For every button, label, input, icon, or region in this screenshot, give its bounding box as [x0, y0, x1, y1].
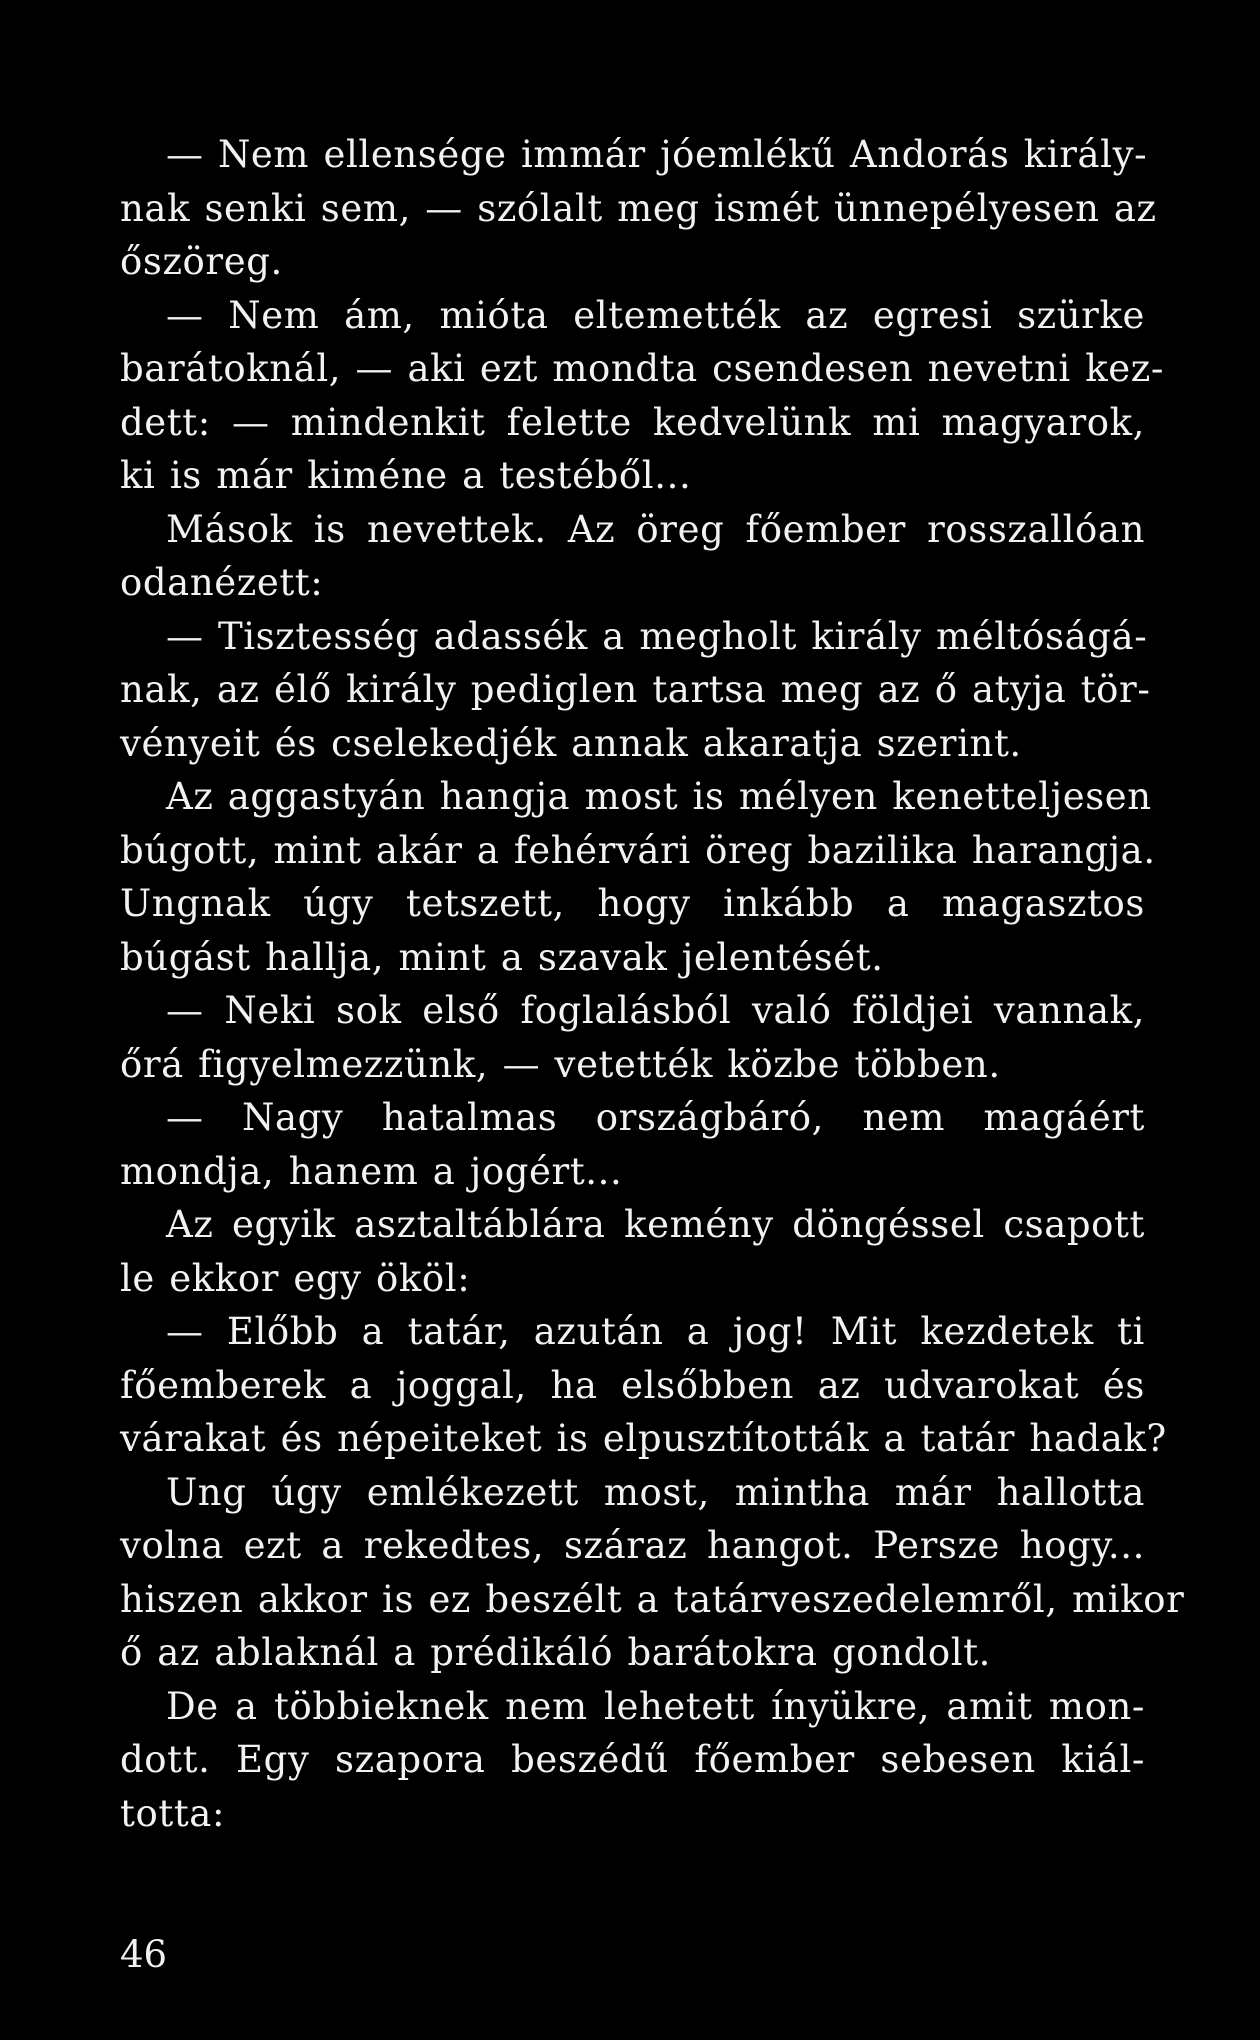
text-line: őrá figyelmezzünk, — vetették közbe többen. — [120, 1042, 1001, 1086]
text-line: De a többieknek nem lehetett ínyükre, amit mon- — [166, 1684, 1145, 1728]
text-line: dett: — mindenkit felette kedvelünk mi magyarok, — [120, 400, 1145, 444]
text-line: hiszen akkor is ez beszélt a tatárveszedelemről, mikor — [120, 1577, 1185, 1621]
text-line: Az egyik asztaltáblára kemény döngéssel csapott — [166, 1203, 1145, 1246]
text-line: nak senki sem, — szólalt meg ismét ünnepélyesen az — [120, 186, 1157, 230]
text-line: búgást hallja, mint a szavak jelentését. — [120, 935, 884, 979]
text-line: főemberek a joggal, ha elsőbben az udvarokat és — [120, 1363, 1145, 1407]
text-line: barátoknál, — aki ezt mondta csendesen nevetni kez- — [120, 347, 1164, 390]
text-line: odanézett: — [120, 561, 324, 604]
text-line: nak, az élő király pediglen tartsa meg az ő atyja tör- — [120, 668, 1151, 711]
page-text — [120, 128, 1185, 1840]
text-line: volna ezt a rekedtes, száraz hangot. Persze hogy... — [120, 1524, 1145, 1567]
text-line: — Tisztesség adassék a megholt király méltóságá- — [166, 614, 1148, 658]
text-line: ő az ablaknál a prédikáló barátokra gondolt. — [120, 1631, 992, 1674]
text-line: le ekkor egy ököl: — [120, 1256, 471, 1300]
text-line: ki is már kiméne a testéből... — [120, 454, 692, 497]
text-line: — Nem ellensége immár jóemlékű Andorás király- — [166, 133, 1148, 176]
text-line: Mások is nevettek. Az öreg főember rosszallóan — [166, 507, 1145, 551]
text-line: — Előbb a tatár, azután a jog! Mit kezdetek ti — [166, 1310, 1145, 1353]
text-line: Az aggastyán hangja most is mélyen kenetteljesen — [166, 775, 1152, 818]
text-line: — Neki sok első foglalásból való földjei vannak, — [166, 989, 1145, 1032]
text-line: búgott, mint akár a fehérvári öreg bazilika harangja. — [120, 828, 1156, 872]
text-line: őszöreg. — [120, 240, 283, 283]
text-line: Ung úgy emlékezett most, mintha már hallotta — [166, 1470, 1145, 1514]
text-line: totta: — [120, 1791, 226, 1835]
text-line: mondja, hanem a jogért... — [120, 1149, 623, 1193]
text-line: dott. Egy szapora beszédű főember sebesen kiál- — [120, 1738, 1145, 1781]
text-line: várakat és népeiteket is elpusztították a tatár hadak? — [120, 1417, 1167, 1460]
text-line: vényeit és cselekedjék annak akaratja szerint. — [120, 721, 1022, 765]
text-line: Ungnak úgy tetszett, hogy inkább a magasztos — [120, 882, 1145, 925]
text-line: — Nagy hatalmas országbáró, nem magáért — [166, 1096, 1145, 1139]
page-number: 46 — [120, 1933, 168, 1976]
text-line: — Nem ám, mióta eltemették az egresi szürke — [166, 293, 1145, 337]
